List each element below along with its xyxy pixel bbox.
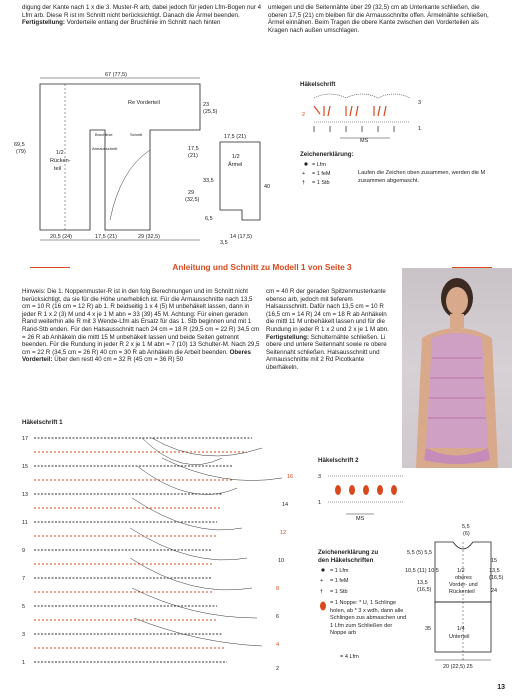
s2-15: 15 bbox=[491, 558, 498, 564]
chart1-rr-10: 10 bbox=[278, 558, 285, 564]
chart1-row-labels bbox=[22, 436, 28, 666]
s2-lbl3: Vorder- und bbox=[449, 582, 478, 588]
legend-lfm4: = 4 Lfm bbox=[340, 654, 359, 660]
chart1-rr-2: 2 bbox=[276, 666, 280, 672]
instructions-right bbox=[266, 288, 396, 372]
key-title: Zeichenerklärung: bbox=[300, 151, 354, 158]
page-number: 13 bbox=[497, 684, 505, 691]
s2-lbl1: 1/2 bbox=[457, 568, 465, 574]
top-left-paragraph: digung der Kante nach 1 x die 3. Muster-R arb, dabei jedoch für jeden Lfm-Bogen nur 4 Lfm arb. Diese R ist im Schnitt nicht berücksichtigt. Danach die Ärmel beenden. bbox=[22, 4, 262, 19]
legend-row-2: 2 bbox=[302, 112, 306, 118]
dim-side: 69,5 bbox=[14, 142, 25, 148]
s2-lower2: Unterteil bbox=[449, 634, 470, 640]
s2-55b: 5,5 (5) 5,5 bbox=[407, 550, 433, 556]
s2-lower1: 1/4 bbox=[457, 626, 465, 632]
legend-bottom-fm: = 1 feM bbox=[330, 578, 349, 584]
label-front: Re Vorderteil bbox=[128, 100, 160, 106]
chart1-rr-4: 4 bbox=[276, 642, 280, 648]
label-back-2: Rücken- bbox=[50, 158, 71, 164]
legend-bottom-stb: = 1 Stb bbox=[330, 589, 348, 595]
legend-bottom-stb-symbol: † bbox=[320, 589, 324, 595]
legend-bottom-lfm: = 1 Lfm bbox=[330, 568, 349, 574]
chart1-row-9: 9 bbox=[22, 548, 26, 554]
upper-front-text: Über den restl 40 cm = 32 R (45 cm = 36 R) 50 bbox=[52, 356, 184, 364]
jacket-schematic bbox=[10, 70, 271, 250]
key-lfm: = Lfm bbox=[312, 162, 326, 168]
chart1-row-5: 5 bbox=[22, 604, 26, 610]
instructions-left bbox=[22, 288, 262, 364]
sleeve-335: 33,5 bbox=[203, 178, 214, 184]
s2-6a: (6) bbox=[463, 531, 470, 537]
finish-label-left: Fertigstellung: bbox=[22, 19, 65, 27]
s2-165: (16,5) bbox=[489, 575, 504, 581]
dim-29b: (32,5) bbox=[185, 197, 200, 203]
legend-note: Laufen die Zeichen oben zusammen, werden die M zusammen abgemascht. bbox=[358, 170, 486, 184]
instructions-left-text: Hinweis: Die 1. Noppenmuster-R ist in den folg Berechnungen und im Schnitt nicht berücksichtigt, da sie für die Höhe unerheblich ist. Für die Armausschnitte nach 13,5 cm = 10 R (16 cm = 12 R) ab 1. R beidseitig 1 x 4 (5) M unbehäkelt lassen, dann in jeder R 1 x 2 (3) M und 4 x je 1 M abn = 33 (39) 45 M. Achtung: Für einen geraden Rand weiterhin alle R mit 3 Wende-Lfm als Ersatz für das 1. Stb beginnen und mit 1 Rand-Stb enden. Für den Halsausschnitt nach 24 cm = 18 R (29,5 cm = 22 R) 34,5 cm = 26 R ab Anhäkeln die mittl 15 M unbehäkelt lassen und beide Seiten getrennt beenden. Für die Rundung in jeder R 2 x je 1 M abn = 7 (10) 13 Schulter-M. Nach 29,5 cm = 22 R (34,5 cm = 26 R) 40 cm = 30 R ab Anhäkeln die Arbeit beenden. bbox=[22, 288, 260, 356]
section-heading: Anleitung und Schnitt zu Modell 1 von Seite 3 bbox=[172, 262, 352, 272]
s2-105: 10,5 (11) 10,5 bbox=[405, 568, 439, 574]
chart1-row-7: 7 bbox=[22, 576, 26, 582]
heading-line-left bbox=[30, 267, 70, 268]
sleeve-1: 1/2 bbox=[232, 154, 240, 160]
sleeve-40: 40 bbox=[264, 184, 271, 190]
dim-bottom-2: 17,5 (21) bbox=[95, 234, 118, 240]
sleeve-35: 3,5 bbox=[220, 240, 228, 246]
legend-row-1: 1 bbox=[418, 126, 422, 132]
label-fold: Bruchlinie bbox=[95, 132, 113, 137]
key-stb: = 1 Stb bbox=[312, 180, 330, 186]
top-left-text bbox=[22, 4, 264, 27]
label-armaus: Armausschnitt bbox=[92, 146, 118, 151]
sleeve-2: Ärmel bbox=[228, 162, 243, 168]
model-photo bbox=[402, 268, 512, 468]
finish-label-right: Fertigstellung: bbox=[266, 333, 309, 341]
s2-bottom: 20 (22,5) 25 bbox=[443, 664, 473, 670]
dim-175: 17,5 bbox=[188, 146, 199, 152]
finish-text-right: Schulternähte schließen. Li obere und untere Seitennaht sowie re obere Seitennaht schließen. Halsausschnitt und Armausschnitte mit 2 Rd Picotkante überhäkeln. bbox=[266, 333, 387, 371]
dim-top: 67 (77,5) bbox=[105, 72, 128, 78]
legend-bottom-fm-symbol: + bbox=[320, 578, 324, 584]
top-chart-symbols bbox=[314, 94, 410, 132]
chart1-row-1: 1 bbox=[22, 660, 26, 666]
chart1-title: Häkelschrift 1 bbox=[22, 419, 63, 426]
s2-165b: (16,5) bbox=[417, 587, 432, 593]
chart1-rr-8: 8 bbox=[276, 586, 280, 592]
sleeve-bottom: 14 (17,5) bbox=[230, 234, 253, 240]
crochet-chart-1 bbox=[22, 418, 312, 688]
legend-top-title: Häkelschrift bbox=[300, 81, 336, 88]
chart1-row-labels-right bbox=[276, 474, 293, 672]
dim-23b: (25,5) bbox=[203, 109, 218, 115]
chart1-rr-12: 12 bbox=[280, 530, 287, 536]
chart2-ms: MS bbox=[356, 516, 365, 522]
model-figure bbox=[402, 268, 512, 468]
chart1-rr-16: 16 bbox=[287, 474, 294, 480]
s2-135: 13,5 bbox=[489, 568, 500, 574]
key-stb-symbol: † bbox=[302, 180, 306, 186]
legend-noppe: = 1 Noppe: * U, 1 Schlinge holen, ab * 3 x wdh, dann alle Schlingen zus abmaschen und 1 Lfm zum Schließen der Noppe arb bbox=[330, 600, 407, 637]
dim-side-b: (79) bbox=[16, 149, 26, 155]
chart2-row1: 1 bbox=[318, 500, 322, 506]
s2-35: 35 bbox=[425, 626, 432, 632]
label-schnitt: Schnitt bbox=[130, 132, 143, 137]
s2-24: 24 bbox=[491, 588, 498, 594]
key-fm: = 1 feM bbox=[312, 171, 331, 177]
legend-ms: MS bbox=[360, 138, 369, 144]
dim-bottom-1: 20,5 (24) bbox=[50, 234, 73, 240]
label-back-1: 1/2 bbox=[56, 150, 64, 156]
key-fm-symbol: + bbox=[302, 171, 306, 177]
label-back-3: teil bbox=[54, 166, 62, 172]
legend-row-3: 3 bbox=[418, 100, 422, 106]
top-right-text: umlegen und die Seitennähte über 29 (32,5) cm ab Unterkante schließen, die oberen 17,5 (21) cm bleiben für die Armausschnitte offen. Ärmelnähte schließen, Ärmel einnähen. Beim Tragen die obere Kante zwischen den Vorderteilen als Kragen nach außen umschlagen. bbox=[268, 4, 489, 34]
chart1-row-15: 15 bbox=[22, 464, 29, 470]
instructions-right-text: cm = 40 R der geraden Spitzenmusterkante ebenso arb, jedoch mit tieferem Halsausschnitt. Dafür nach 13,5 cm = 10 R (16,5 cm = 14 R) 24 cm = 18 R ab Anhäkeln die mittl 11 M unbehäkelt lassen und für die Rundung in jeder R 1 x 2 und 2 x je 1 M abn. bbox=[266, 288, 389, 333]
upper-front-label: Oberes Vorderteil: bbox=[22, 348, 251, 364]
dim-23: 23 bbox=[203, 102, 210, 108]
dim-175b: (21) bbox=[188, 153, 198, 159]
finish-text-left: Vorderteile entlang der Bruchlinie im Schnitt nach hinten bbox=[64, 19, 221, 27]
s2-55a: 5,5 bbox=[462, 524, 470, 530]
s2-lbl4: Rückenteil bbox=[449, 589, 475, 595]
sleeve-65: 6,5 bbox=[205, 216, 213, 222]
dim-bottom-3: 29 (32,5) bbox=[138, 234, 161, 240]
crochet-chart-2 bbox=[318, 456, 408, 526]
top-schematic-2 bbox=[405, 522, 510, 672]
chart1-row-3: 3 bbox=[22, 632, 26, 638]
s2-135b: 13,5 bbox=[417, 580, 428, 586]
s2-lbl2: oberes bbox=[455, 575, 472, 581]
chart1-rr-6: 6 bbox=[276, 614, 280, 620]
legend-bottom-title2: den Häkelschriften bbox=[318, 557, 374, 564]
chart1-row-11: 11 bbox=[22, 520, 28, 526]
chart1-row-13: 13 bbox=[22, 492, 29, 498]
chart1-rr-14: 14 bbox=[282, 502, 289, 508]
chart1-row-17: 17 bbox=[22, 436, 29, 442]
dim-29: 29 bbox=[188, 190, 195, 196]
sleeve-side: 17,5 (21) bbox=[224, 134, 247, 140]
chart2-title: Häkelschrift 2 bbox=[318, 457, 359, 464]
legend-bottom-title1: Zeichenerklärung zu bbox=[318, 549, 379, 556]
chart2-row3: 3 bbox=[318, 474, 322, 480]
